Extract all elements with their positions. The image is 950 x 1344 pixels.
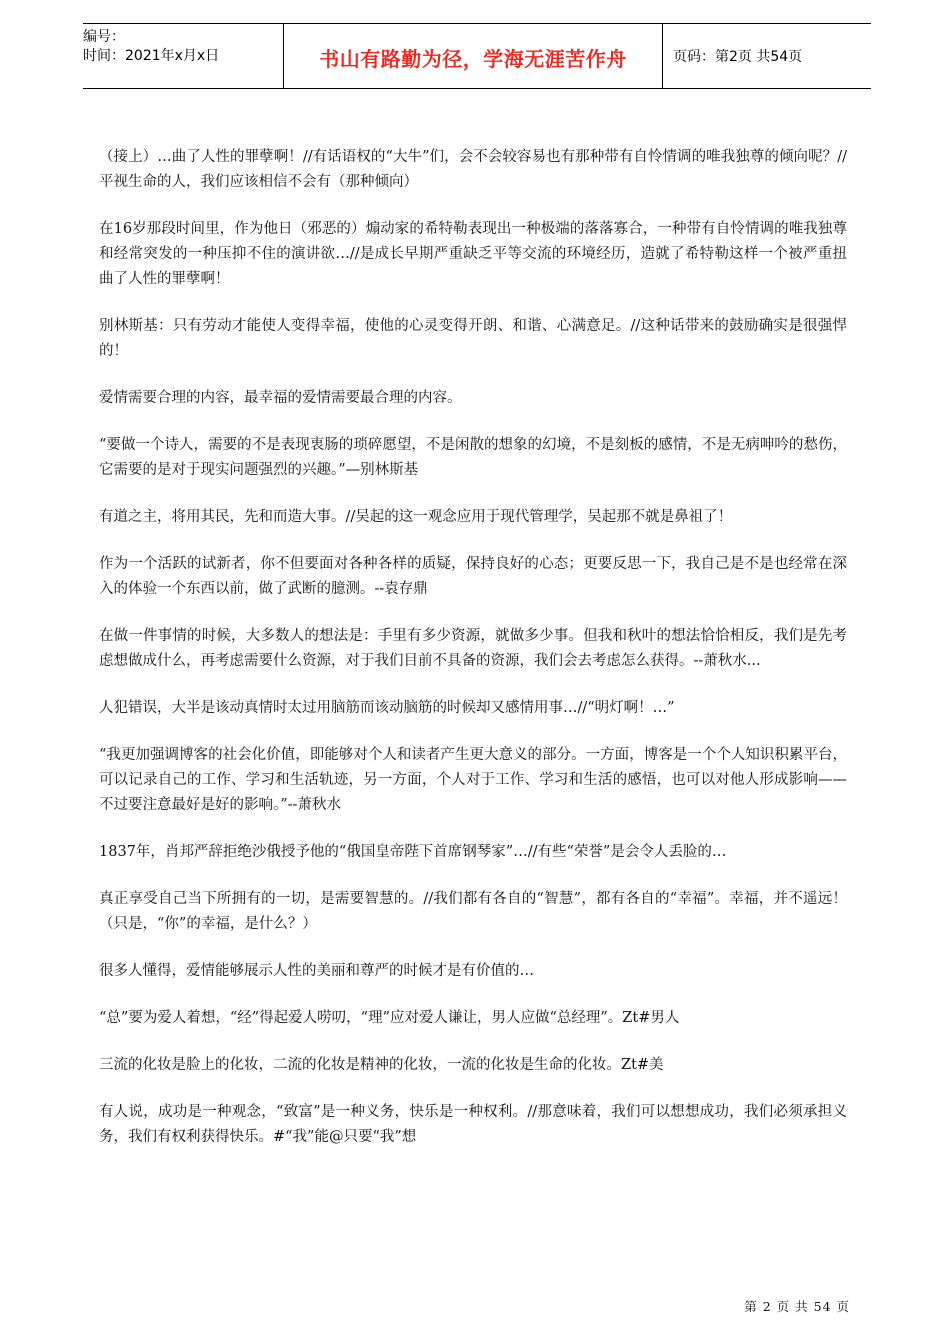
paragraph: 有人说，成功是一种观念，“致富”是一种义务，快乐是一种权利。//那意味着，我们可以想想成功，我们必须承担义务，我们有权利获得快乐。#“我”能@只要“我”想 bbox=[99, 1104, 847, 1145]
document-time-label: 时间：2021年x月x日 bbox=[83, 48, 220, 64]
paragraph: 很多人懂得，爱情能够展示人性的美丽和尊严的时候才是有价值的… bbox=[99, 963, 534, 979]
page-header bbox=[83, 23, 871, 89]
paragraph: （接上）…曲了人性的罪孽啊！//有话语权的“大牛”们，会不会较容易也有那种带有自怜情调的唯我独尊的倾向呢？//平视生命的人，我们应该相信不会有（那种倾向） bbox=[99, 149, 847, 190]
header-meta bbox=[83, 24, 283, 88]
paragraph: 爱情需要合理的内容，最幸福的爱情需要最合理的内容。 bbox=[99, 390, 462, 406]
paragraph: 人犯错误，大半是该动真情时太过用脑筋而该动脑筋的时候却又感情用事…//“明灯啊！…” bbox=[99, 700, 675, 716]
document-number-label: 编号： bbox=[83, 29, 125, 45]
paragraph: “要做一个诗人，需要的不是表现衷肠的琐碎愿望，不是闲散的想象的幻境，不是刻板的感情，不是无病呻吟的愁伤，它需要的是对于现实问题强烈的兴趣。”—别林斯基 bbox=[99, 437, 847, 478]
paragraph: “总”要为爱人着想，“经”得起爱人唠叨，“理”应对爱人谦让，男人应做“总经理”。Zt#男人 bbox=[99, 1010, 680, 1026]
paragraph: 在做一件事情的时候，大多数人的想法是：手里有多少资源，就做多少事。但我和秋叶的想法恰恰相反，我们是先考虑想做成什么，再考虑需要什么资源，对于我们目前不具备的资源，我们会去考虑怎么获得。--萧秋水... bbox=[99, 628, 847, 669]
paragraph: 在16岁那段时间里，作为他日（邪恶的）煽动家的希特勒表现出一种极端的落落寡合，一种带有自怜情调的唯我独尊和经常突发的一种压抑不住的演讲欲…//是成长早期严重缺乏平等交流的环境经历，造就了希特勒这样一个被严重扭曲了人性的罪孽啊！ bbox=[99, 221, 847, 287]
paragraph: 有道之主，将用其民，先和而造大事。//吴起的这一观念应用于现代管理学，吴起那不就是鼻祖了！ bbox=[99, 509, 733, 525]
paragraph: “我更加强调博客的社会化价值，即能够对个人和读者产生更大意义的部分。一方面，博客是一个个人知识积累平台，可以记录自己的工作、学习和生活轨迹，另一方面，个人对于工作、学习和生活的感悟，也可以对他人形成影响——不过要注意最好是好的影响。”--萧秋水 bbox=[99, 747, 847, 813]
page-footer: 第 2 页 共 54 页 bbox=[744, 1299, 850, 1314]
paragraph: 三流的化妆是脸上的化妆，二流的化妆是精神的化妆，一流的化妆是生命的化妆。Zt#美 bbox=[99, 1057, 664, 1073]
header-motto-cell bbox=[283, 24, 663, 88]
header-page-info: 页码：第2页 共54页 bbox=[673, 49, 803, 65]
paragraph: 别林斯基：只有劳动才能使人变得幸福，使他的心灵变得开朗、和谐、心满意足。//这种话带来的鼓励确实是很强悍的！ bbox=[99, 318, 847, 359]
paragraph: 真正享受自己当下所拥有的一切，是需要智慧的。//我们都有各自的“智慧”，都有各自的“幸福”。幸福，并不遥远！（只是，“你”的幸福，是什么？） bbox=[99, 891, 847, 932]
paragraph: 作为一个活跃的试新者，你不但要面对各种各样的质疑，保持良好的心态；更要反思一下，我自己是不是也经常在深入的体验一个东西以前，做了武断的臆测。--袁存鼎 bbox=[99, 556, 847, 597]
header-motto: 书山有路勤为径，学海无涯苦作舟 bbox=[319, 46, 627, 71]
paragraph: 1837年，肖邦严辞拒绝沙俄授予他的“俄国皇帝陛下首席钢琴家”…//有些“荣誉”是会令人丢脸的… bbox=[99, 844, 727, 860]
document-body bbox=[99, 145, 847, 1172]
